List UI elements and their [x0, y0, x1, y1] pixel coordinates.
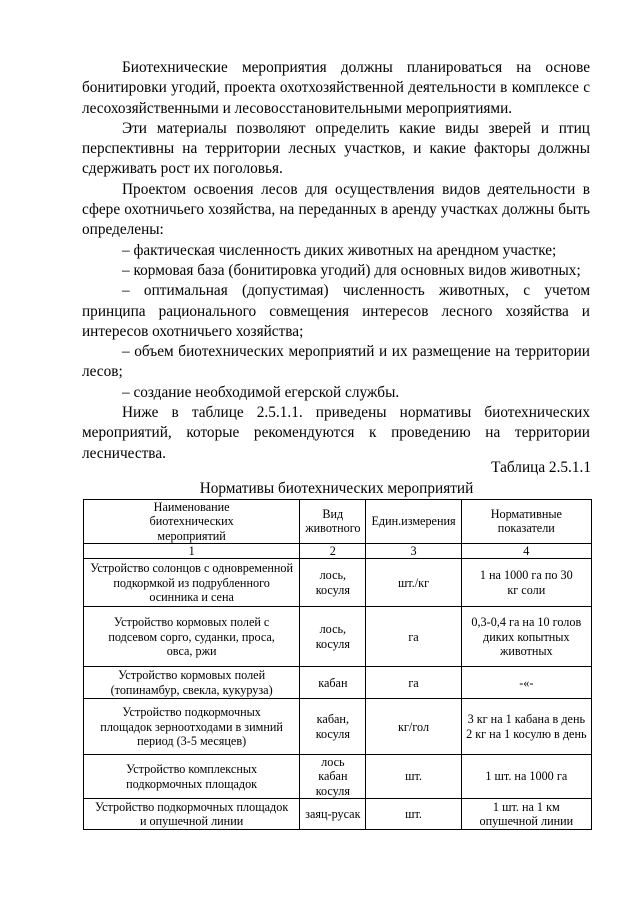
table-number-row [84, 543, 592, 558]
animal-cell: лось, косуля [300, 559, 366, 607]
unit-cell: шт./кг [366, 559, 461, 607]
table-header-row [84, 500, 592, 544]
norm-cell: 1 на 1000 га по 30 кг соли [461, 559, 591, 607]
table-row [84, 559, 592, 607]
body-text [82, 58, 590, 464]
measure-cell: Устройство подкормочных площадок зерноотходами в зимний период (3-5 месяцев) [84, 699, 300, 755]
table-row [84, 799, 592, 830]
measure-cell: Устройство кормовых полей с подсевом сорго, суданки, проса, овса, ржи [84, 607, 300, 667]
table-row [84, 755, 592, 799]
number-cell: 2 [300, 543, 366, 558]
number-cell: 3 [366, 543, 461, 558]
measure-cell: Устройство комплексных подкормочных площадок [84, 755, 300, 799]
table-label: Таблица 2.5.1.1 [491, 459, 591, 476]
norm-cell: -«- [461, 667, 591, 699]
header-cell: Вид животного [300, 500, 366, 544]
bullet-5: – создание необходимой егерской службы. [122, 383, 400, 401]
unit-cell: га [366, 607, 461, 667]
unit-cell: шт. [366, 755, 461, 799]
animal-cell: заяц-русак [300, 799, 366, 830]
norm-cell: 1 шт. на 1 км опушечной линии [461, 799, 591, 830]
bullet-1: – фактическая численность диких животных на арендном участке; [122, 241, 557, 259]
paragraph-1: Биотехнические мероприятия должны планироваться на основе бонитировки угодий, проекта охотхозяйственной деятельности в комплексе с лесохозяйственными и лесовосстановительными мероприятиями. [82, 59, 590, 117]
norm-cell: 1 шт. на 1000 га [461, 755, 591, 799]
number-cell: 1 [84, 543, 300, 558]
paragraph-2: Эти материалы позволяют определить какие виды зверей и птиц перспективны на территории лесных участков, и какие факторы должны сдерживать рост их поголовья. [82, 119, 590, 178]
table-row [84, 699, 592, 755]
norm-cell: 3 кг на 1 кабана в день 2 кг на 1 косулю в день [461, 699, 591, 755]
bullet-2: – кормовая база (бонитировка угодий) для основных видов животных; [122, 261, 581, 279]
number-cell: 4 [461, 543, 591, 558]
paragraph-4: Ниже в таблице 2.5.1.1. приведены нормативы биотехнических мероприятий, которые рекомендуются к проведению на территории лесничества. [82, 404, 590, 462]
measure-cell: Устройство солонцов с одновременной подкормкой из подрубленного осинника и сена [84, 559, 300, 607]
header-cell: Нормативные показатели [461, 500, 591, 544]
unit-cell: га [366, 667, 461, 699]
norms-table [83, 499, 592, 830]
animal-cell: лось, косуля [300, 607, 366, 667]
measure-cell: Устройство подкормочных площадок и опушечной линии [84, 799, 300, 830]
unit-cell: кг/гол [366, 699, 461, 755]
table-row [84, 607, 592, 667]
animal-cell: лось кабан косуля [300, 755, 366, 799]
paragraph-3: Проектом освоения лесов для осуществления видов деятельности в сфере охотничьего хозяйства, на переданных в аренду участках должны быть определены: [82, 180, 590, 239]
table-title: Нормативы биотехнических мероприятий [199, 480, 474, 497]
table-row [84, 667, 592, 699]
unit-cell: шт. [366, 799, 461, 830]
animal-cell: кабан, косуля [300, 699, 366, 755]
header-cell: Един.измерения [366, 500, 461, 544]
norm-cell: 0,3-0,4 га на 10 голов диких копытных животных [461, 607, 591, 667]
animal-cell: кабан [300, 667, 366, 699]
bullet-3: – оптимальная (допустимая) численность животных, с учетом принципа рационального совмещения интересов лесного хозяйства и интересов охотничьего хозяйства; [82, 282, 590, 340]
measure-cell: Устройство кормовых полей (топинамбур, свекла, кукуруза) [84, 667, 300, 699]
bullet-4: – объем биотехнических мероприятий и их размещение на территории лесов; [82, 343, 590, 381]
header-cell: Наименование биотехнических мероприятий [84, 500, 300, 544]
